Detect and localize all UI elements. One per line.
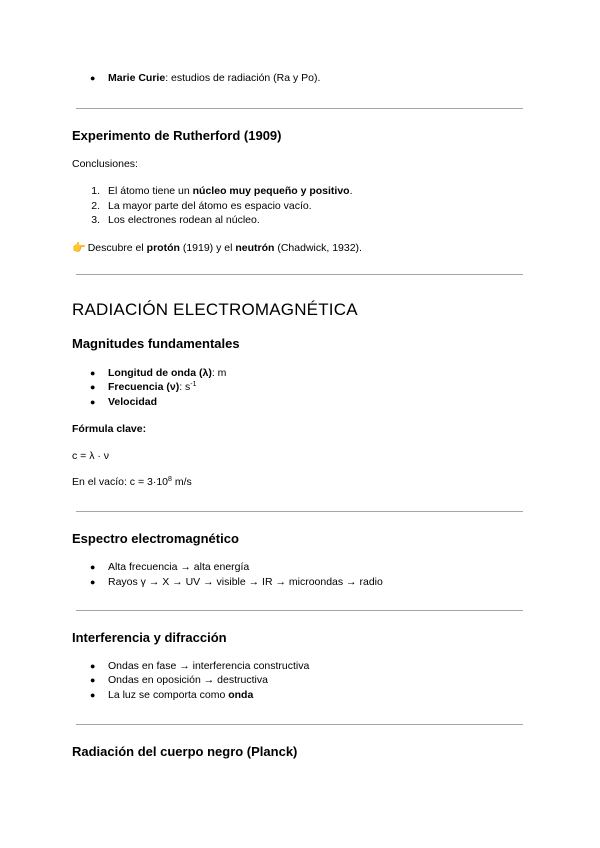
list-number: 2.: [91, 200, 100, 212]
bullet-dot: ●: [90, 562, 96, 572]
magnitudes-heading: Magnitudes fundamentales: [72, 336, 240, 351]
pointing-hand-icon: 👉: [72, 242, 86, 254]
magnitude-item-3: Velocidad: [108, 396, 158, 408]
interferencia-item-3: La luz se comporta como onda: [108, 689, 254, 701]
divider: [76, 274, 523, 275]
magnitude-item-1: Longitud de onda (λ): m: [108, 367, 227, 379]
divider: [76, 108, 523, 109]
interferencia-item-2: Ondas en oposición → destructiva: [108, 674, 268, 686]
list-number: 1.: [91, 185, 100, 197]
conclusion-item-1: El átomo tiene un núcleo muy pequeño y positivo.: [108, 185, 353, 197]
conclusion-item-2: La mayor parte del átomo es espacio vacío.: [108, 200, 312, 212]
espectro-item-1: Alta frecuencia → alta energía: [108, 561, 250, 573]
bullet-dot: ●: [90, 675, 96, 685]
divider: [76, 511, 523, 512]
divider: [76, 610, 523, 611]
curie-name: Marie Curie: [108, 72, 166, 84]
formula: c = λ · ν: [72, 450, 110, 462]
bullet-dot: ●: [90, 382, 96, 392]
bullet-dot: ●: [90, 690, 96, 700]
list-number: 3.: [91, 214, 100, 226]
conclusions-label: Conclusiones:: [72, 158, 138, 170]
vacuum-speed: En el vacío: $c = 3\cdot 10^8$ m/s: [72, 476, 192, 488]
espectro-heading: Espectro electromagnético: [72, 531, 239, 546]
bullet-dot: ●: [90, 577, 96, 587]
curie-item: [108, 71, 320, 85]
conclusion-item-3: Los electrones rodean al núcleo.: [108, 214, 260, 226]
discovery-note: 👉 Descubre el protón (1919) y el neutrón (Chadwick, 1932).: [72, 242, 362, 254]
formula-label: Fórmula clave:: [72, 423, 147, 435]
curie-text: : estudios de radiación (Ra y Po).: [165, 72, 321, 84]
planck-heading: Radiación del cuerpo negro (Planck): [72, 744, 298, 759]
interferencia-heading: Interferencia y difracción: [72, 630, 227, 645]
bullet-dot: ●: [90, 73, 96, 83]
bullet-dot: ●: [90, 661, 96, 671]
magnitude-item-2: Frecuencia (ν): $s^{-1}$: [108, 381, 197, 393]
espectro-item-2: Rayos γ → X → UV → visible → IR → microondas → radio: [108, 576, 383, 588]
interferencia-item-1: Ondas en fase → interferencia constructiva: [108, 660, 310, 672]
bullet-dot: ●: [90, 368, 96, 378]
rutherford-heading: Experimento de Rutherford (1909): [72, 128, 282, 143]
section-title: RADIACIÓN ELECTROMAGNÉTICA: [72, 300, 358, 319]
divider: [76, 724, 523, 725]
bullet-dot: ●: [90, 397, 96, 407]
